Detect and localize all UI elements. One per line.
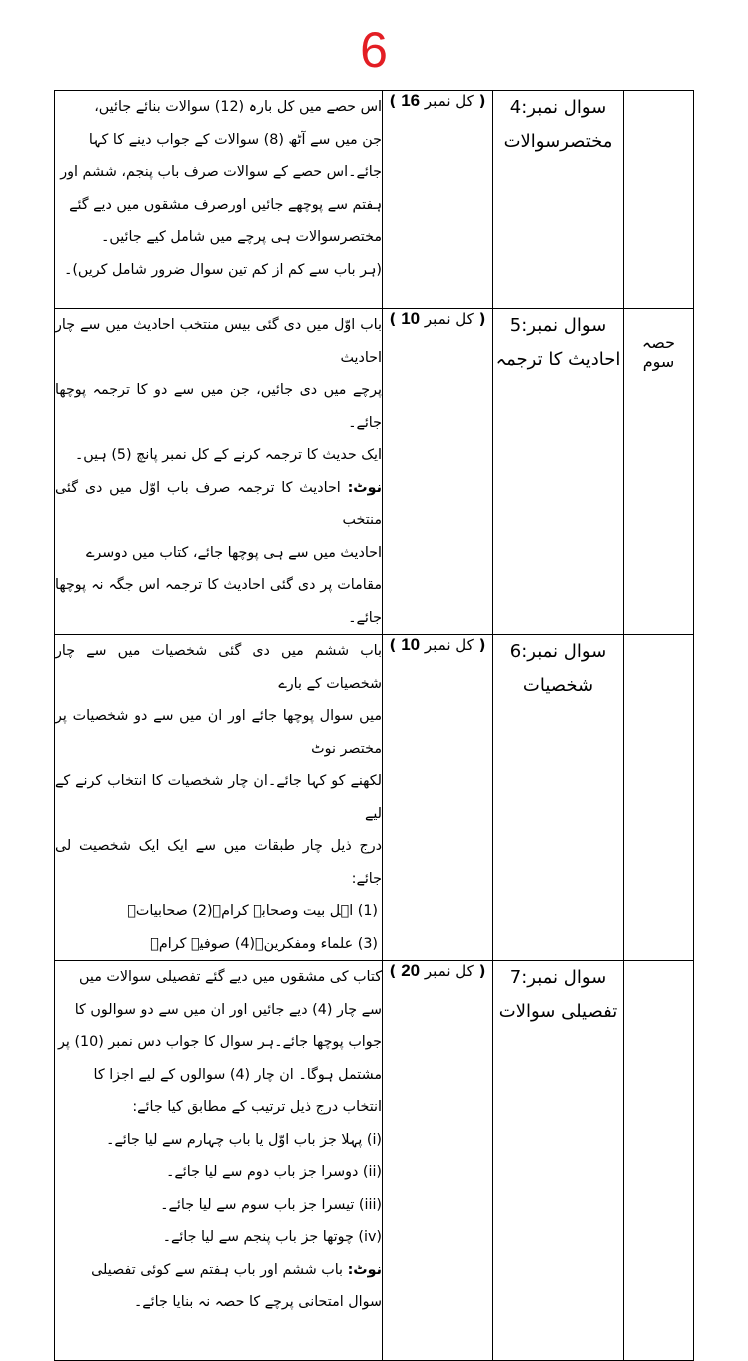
question-title: شخصیات <box>522 675 594 696</box>
page-number: 6 <box>360 22 388 78</box>
part-cell <box>624 91 694 309</box>
description-cell: اس حصے میں کل بارہ (12) سوالات بنائے جائیں، جن میں سے آٹھ (8) سوالات کے جواب دینے کا کہا جائے۔اس حصے کے سوالات صرف باب پنجم، ششم اور ہفتم سے پوچھے جائیں اورصرف مشقوں میں دیے گئے مختصرسوالات ہی پرچے میں شامل کیے جائیں۔ (ہر باب سے کم از کم تین سوال ضرور شامل کریں)۔ <box>55 91 383 309</box>
question-cell <box>493 91 624 309</box>
question-title: مختصرسوالات <box>503 131 613 152</box>
marks-value: 10 <box>401 309 421 328</box>
table-row <box>55 309 694 635</box>
category-row: (3) علماء ومفکرینؒ(4) صوفیہ کرامؒ <box>150 935 378 952</box>
note-label: نوٹ: <box>347 479 382 496</box>
table-row <box>55 91 694 309</box>
marks-label: کل نمبر <box>424 962 474 980</box>
marks-value: 20 <box>401 961 421 980</box>
marks-cell: ( کل نمبر 20 ) <box>383 961 493 1361</box>
marks-cell: ( کل نمبر 10 ) <box>383 309 493 635</box>
marks-value: 16 <box>401 91 421 110</box>
category-row: (1) اہل بیت وصحابہ کرامؓ(2) صحابیاتؓ <box>127 903 378 919</box>
part-cell <box>624 309 694 635</box>
question-title: تفصیلی سوالات <box>498 1001 618 1022</box>
question-title: احادیث کا ترجمہ <box>495 349 621 370</box>
description-cell: باب اوّل میں دی گئی بیس منتخب احادیث میں سے چار احادیث پرچے میں دی جائیں، جن میں سے دو کا ترجمہ پوچھا جائے۔ ایک حدیث کا ترجمہ کرنے کے کل نمبر پانچ (5) ہیں۔ نوٹ: احادیث کا ترجمہ صرف باب اوّل میں دی گئی منتخب احادیث میں سے ہی پوچھا جائے، کتاب میں دوسرے مقامات پر دی گئی احادیث کا ترجمہ اس جگہ نہ پوچھا جائے۔ <box>55 309 383 635</box>
part-cell <box>624 635 694 961</box>
marks-cell: ( کل نمبر 10 ) <box>383 635 493 961</box>
question-cell <box>493 961 624 1361</box>
question-number: سوال نمبر:6 <box>509 641 607 662</box>
question-cell <box>493 309 624 635</box>
part-label: حصہ سوم <box>641 333 676 371</box>
marks-value: 10 <box>401 635 421 654</box>
marks-cell: ( کل نمبر 16 ) <box>383 91 493 309</box>
table-row <box>55 635 694 961</box>
question-number: سوال نمبر:4 <box>509 97 607 118</box>
table-row <box>55 961 694 1361</box>
marks-label: کل نمبر <box>424 310 474 328</box>
question-number: سوال نمبر:5 <box>509 315 607 336</box>
part-cell <box>624 961 694 1361</box>
description-cell: باب ششم میں دی گئی شخصیات میں سے چار شخصیات کے بارے میں سوال پوچھا جائے اور ان میں سے دو شخصیات پر مختصر نوٹ لکھنے کو کہا جائے۔ان چار شخصیات کا انتخاب کرنے کے لیے درج ذیل چار طبقات میں سے ایک ایک شخصیت لی جائے: (1) اہل بیت وصحابہ کرامؓ(2) صحابیاتؓ (3) علماء ومفکرینؒ(4) صوفیہ کرامؒ <box>55 635 383 961</box>
marks-label: کل نمبر <box>424 92 474 110</box>
marks-label: کل نمبر <box>424 636 474 654</box>
description-cell: کتاب کی مشقوں میں دیے گئے تفصیلی سوالات میں سے چار (4) دیے جائیں اور ان میں سے دو سوالوں کا جواب پوچھا جائے۔ہر سوال کا جواب دس نمبر (10) پر مشتمل ہوگا۔ ان چار (4) سوالوں کے لیے اجزا کا انتخاب درج ذیل ترتیب کے مطابق کیا جائے: (i) پہلا جز باب اوّل یا باب چہارم سے لیا جائے۔ (ii) دوسرا جز باب دوم سے لیا جائے۔ (iii) تیسرا جز باب سوم سے لیا جائے۔ (iv) چوتھا جز باب پنجم سے لیا جائے۔ نوٹ: باب ششم اور باب ہفتم سے کوئی تفصیلی سوال امتحانی پرچے کا حصہ نہ بنایا جائے۔ <box>55 961 383 1361</box>
question-cell <box>493 635 624 961</box>
exam-scheme-table <box>54 90 694 1361</box>
question-number: سوال نمبر:7 <box>509 967 607 988</box>
note-label: نوٹ: <box>347 1261 382 1278</box>
